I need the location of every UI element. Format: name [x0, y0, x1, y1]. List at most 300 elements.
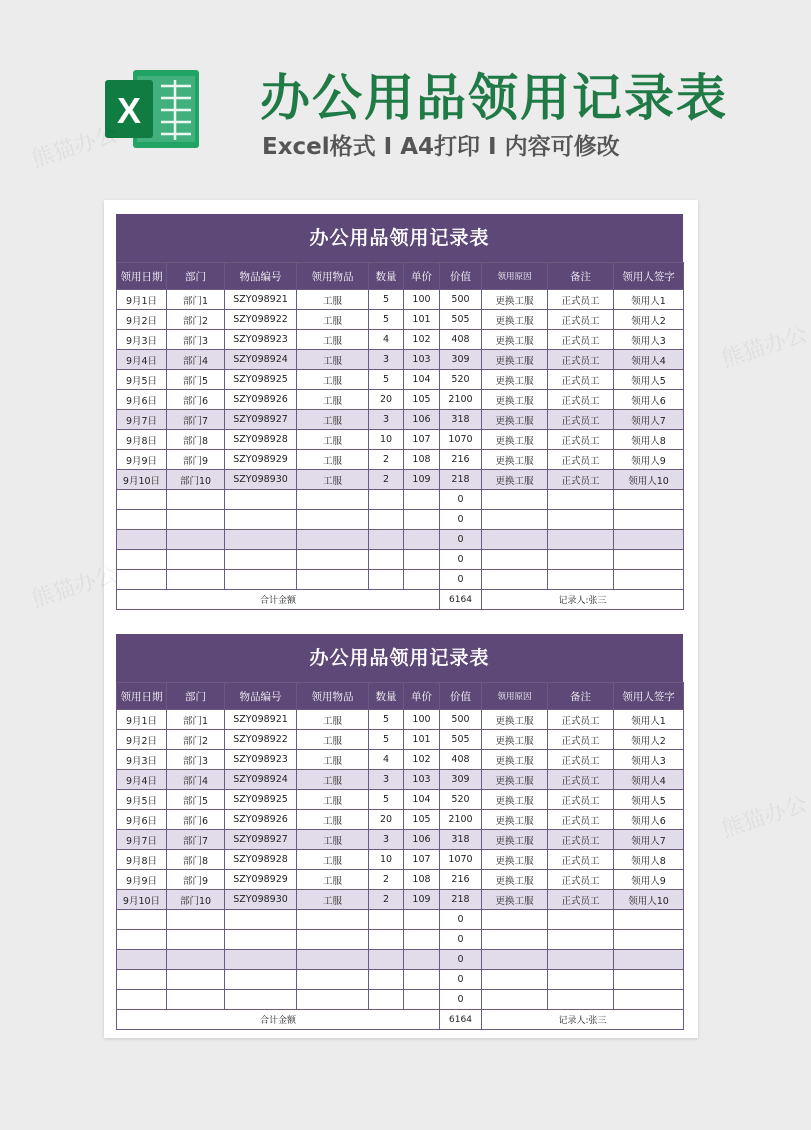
table-cell[interactable]: 520: [440, 790, 482, 810]
table-cell[interactable]: [167, 550, 225, 570]
table-cell[interactable]: [369, 930, 404, 950]
table-cell[interactable]: 工服: [297, 310, 369, 330]
table-cell[interactable]: [167, 930, 225, 950]
table-cell[interactable]: 正式员工: [548, 710, 614, 730]
table-cell[interactable]: 更换工服: [482, 770, 548, 790]
table-cell[interactable]: [117, 970, 167, 990]
table-cell[interactable]: [225, 550, 297, 570]
table-cell[interactable]: [369, 490, 404, 510]
table-cell[interactable]: 309: [440, 350, 482, 370]
table-cell[interactable]: [225, 950, 297, 970]
table-cell[interactable]: 正式员工: [548, 290, 614, 310]
table-cell[interactable]: 更换工服: [482, 470, 548, 490]
table-cell[interactable]: [297, 510, 369, 530]
table-cell[interactable]: 9月1日: [117, 710, 167, 730]
table-cell[interactable]: 部门7: [167, 830, 225, 850]
table-cell[interactable]: 部门5: [167, 790, 225, 810]
table-cell[interactable]: SZY098929: [225, 450, 297, 470]
table-cell[interactable]: [548, 930, 614, 950]
table-cell[interactable]: 正式员工: [548, 790, 614, 810]
table-cell[interactable]: 更换工服: [482, 450, 548, 470]
table-cell[interactable]: 100: [404, 710, 440, 730]
table-cell[interactable]: [167, 570, 225, 590]
table-cell[interactable]: 500: [440, 290, 482, 310]
table-cell[interactable]: 20: [369, 390, 404, 410]
table-cell[interactable]: 部门6: [167, 810, 225, 830]
table-cell[interactable]: SZY098928: [225, 430, 297, 450]
table-cell[interactable]: 9月5日: [117, 370, 167, 390]
table-cell[interactable]: 9月4日: [117, 350, 167, 370]
table-cell[interactable]: 领用人5: [614, 790, 684, 810]
table-cell[interactable]: [404, 510, 440, 530]
table-cell[interactable]: [225, 570, 297, 590]
table-cell[interactable]: 2: [369, 450, 404, 470]
table-cell[interactable]: 103: [404, 350, 440, 370]
table-cell[interactable]: [614, 930, 684, 950]
table-cell[interactable]: [369, 530, 404, 550]
total-value[interactable]: 6164: [440, 1010, 482, 1030]
table-cell[interactable]: 领用人3: [614, 750, 684, 770]
table-cell[interactable]: SZY098925: [225, 790, 297, 810]
table-cell[interactable]: [482, 950, 548, 970]
total-label[interactable]: 合计金额: [117, 590, 440, 610]
recorder-name[interactable]: 记录人:张三: [482, 1010, 684, 1030]
table-cell[interactable]: [548, 950, 614, 970]
table-cell[interactable]: [369, 510, 404, 530]
table-cell[interactable]: SZY098930: [225, 890, 297, 910]
table-cell[interactable]: 1070: [440, 850, 482, 870]
table-cell[interactable]: 2: [369, 470, 404, 490]
table-cell[interactable]: [404, 550, 440, 570]
table-cell[interactable]: 部门2: [167, 730, 225, 750]
table-cell[interactable]: [614, 570, 684, 590]
table-cell[interactable]: 正式员工: [548, 430, 614, 450]
table-cell[interactable]: 工服: [297, 730, 369, 750]
table-cell[interactable]: [404, 490, 440, 510]
total-value[interactable]: 6164: [440, 590, 482, 610]
table-cell[interactable]: [614, 510, 684, 530]
table-cell[interactable]: 领用人7: [614, 830, 684, 850]
table-cell[interactable]: 9月1日: [117, 290, 167, 310]
table-cell[interactable]: [404, 530, 440, 550]
table-cell[interactable]: 部门8: [167, 430, 225, 450]
table-cell[interactable]: [167, 950, 225, 970]
table-cell[interactable]: 领用人9: [614, 450, 684, 470]
table-cell[interactable]: 5: [369, 290, 404, 310]
table-cell[interactable]: 9月2日: [117, 730, 167, 750]
table-cell[interactable]: [369, 570, 404, 590]
table-cell[interactable]: 0: [440, 510, 482, 530]
table-cell[interactable]: [404, 970, 440, 990]
table-cell[interactable]: 0: [440, 930, 482, 950]
table-cell[interactable]: 领用人8: [614, 430, 684, 450]
table-cell[interactable]: 正式员工: [548, 350, 614, 370]
table-cell[interactable]: 更换工服: [482, 410, 548, 430]
table-cell[interactable]: SZY098922: [225, 730, 297, 750]
table-cell[interactable]: 工服: [297, 370, 369, 390]
table-cell[interactable]: 更换工服: [482, 730, 548, 750]
table-cell[interactable]: [167, 490, 225, 510]
table-cell[interactable]: [225, 510, 297, 530]
table-cell[interactable]: 部门4: [167, 350, 225, 370]
table-cell[interactable]: 领用人9: [614, 870, 684, 890]
table-cell[interactable]: 107: [404, 430, 440, 450]
table-cell[interactable]: [482, 510, 548, 530]
table-cell[interactable]: [297, 530, 369, 550]
table-cell[interactable]: [225, 990, 297, 1010]
table-cell[interactable]: 领用人5: [614, 370, 684, 390]
table-cell[interactable]: SZY098924: [225, 350, 297, 370]
table-cell[interactable]: 领用人6: [614, 390, 684, 410]
table-cell[interactable]: 工服: [297, 870, 369, 890]
table-cell[interactable]: SZY098927: [225, 830, 297, 850]
table-cell[interactable]: 部门4: [167, 770, 225, 790]
table-cell[interactable]: [614, 970, 684, 990]
table-cell[interactable]: [482, 930, 548, 950]
table-cell[interactable]: 正式员工: [548, 450, 614, 470]
table-cell[interactable]: 9月7日: [117, 410, 167, 430]
table-cell[interactable]: SZY098922: [225, 310, 297, 330]
table-cell[interactable]: 部门7: [167, 410, 225, 430]
table-cell[interactable]: 部门6: [167, 390, 225, 410]
table-cell[interactable]: 领用人8: [614, 850, 684, 870]
table-cell[interactable]: 工服: [297, 830, 369, 850]
table-cell[interactable]: 工服: [297, 290, 369, 310]
table-cell[interactable]: 部门10: [167, 470, 225, 490]
table-cell[interactable]: 9月4日: [117, 770, 167, 790]
table-cell[interactable]: [482, 570, 548, 590]
table-cell[interactable]: 更换工服: [482, 430, 548, 450]
table-cell[interactable]: 2100: [440, 810, 482, 830]
table-cell[interactable]: 正式员工: [548, 750, 614, 770]
table-cell[interactable]: 100: [404, 290, 440, 310]
table-cell[interactable]: 5: [369, 730, 404, 750]
table-cell[interactable]: 更换工服: [482, 830, 548, 850]
table-cell[interactable]: 108: [404, 450, 440, 470]
table-cell[interactable]: 领用人2: [614, 730, 684, 750]
table-cell[interactable]: 正式员工: [548, 770, 614, 790]
table-cell[interactable]: 9月6日: [117, 390, 167, 410]
table-cell[interactable]: SZY098921: [225, 710, 297, 730]
table-cell[interactable]: [482, 530, 548, 550]
table-cell[interactable]: 10: [369, 850, 404, 870]
table-cell[interactable]: 领用人4: [614, 770, 684, 790]
table-cell[interactable]: 9月10日: [117, 890, 167, 910]
table-cell[interactable]: 500: [440, 710, 482, 730]
table-cell[interactable]: 更换工服: [482, 810, 548, 830]
table-cell[interactable]: [548, 530, 614, 550]
table-cell[interactable]: 正式员工: [548, 390, 614, 410]
table-cell[interactable]: 工服: [297, 770, 369, 790]
table-cell[interactable]: SZY098929: [225, 870, 297, 890]
table-cell[interactable]: 5: [369, 310, 404, 330]
table-cell[interactable]: 2: [369, 890, 404, 910]
table-cell[interactable]: 领用人3: [614, 330, 684, 350]
table-cell[interactable]: [548, 490, 614, 510]
table-cell[interactable]: 工服: [297, 470, 369, 490]
table-cell[interactable]: [297, 570, 369, 590]
table-cell[interactable]: 领用人10: [614, 470, 684, 490]
table-cell[interactable]: [404, 910, 440, 930]
table-cell[interactable]: [548, 910, 614, 930]
table-cell[interactable]: [297, 490, 369, 510]
table-cell[interactable]: 更换工服: [482, 750, 548, 770]
table-cell[interactable]: 领用人1: [614, 290, 684, 310]
table-cell[interactable]: 3: [369, 770, 404, 790]
table-cell[interactable]: 9月8日: [117, 850, 167, 870]
table-cell[interactable]: SZY098926: [225, 810, 297, 830]
table-cell[interactable]: 工服: [297, 450, 369, 470]
table-cell[interactable]: 9月2日: [117, 310, 167, 330]
table-cell[interactable]: 2100: [440, 390, 482, 410]
table-cell[interactable]: 0: [440, 570, 482, 590]
table-cell[interactable]: 领用人2: [614, 310, 684, 330]
table-cell[interactable]: 部门2: [167, 310, 225, 330]
table-cell[interactable]: [117, 510, 167, 530]
table-cell[interactable]: SZY098924: [225, 770, 297, 790]
table-cell[interactable]: [369, 970, 404, 990]
table-cell[interactable]: 领用人7: [614, 410, 684, 430]
table-cell[interactable]: 9月9日: [117, 450, 167, 470]
table-cell[interactable]: [225, 970, 297, 990]
table-cell[interactable]: 4: [369, 750, 404, 770]
table-cell[interactable]: 10: [369, 430, 404, 450]
table-cell[interactable]: [369, 990, 404, 1010]
table-cell[interactable]: 正式员工: [548, 470, 614, 490]
table-cell[interactable]: [225, 530, 297, 550]
table-cell[interactable]: [117, 550, 167, 570]
table-cell[interactable]: [482, 990, 548, 1010]
table-cell[interactable]: 正式员工: [548, 890, 614, 910]
table-cell[interactable]: 109: [404, 890, 440, 910]
table-cell[interactable]: [404, 570, 440, 590]
table-cell[interactable]: 正式员工: [548, 310, 614, 330]
table-cell[interactable]: 520: [440, 370, 482, 390]
table-cell[interactable]: 102: [404, 750, 440, 770]
table-cell[interactable]: [225, 490, 297, 510]
table-cell[interactable]: 408: [440, 330, 482, 350]
table-cell[interactable]: [117, 910, 167, 930]
table-cell[interactable]: [369, 550, 404, 570]
table-cell[interactable]: 216: [440, 870, 482, 890]
table-cell[interactable]: 9月6日: [117, 810, 167, 830]
table-cell[interactable]: 更换工服: [482, 790, 548, 810]
table-cell[interactable]: [297, 950, 369, 970]
table-cell[interactable]: 104: [404, 370, 440, 390]
table-cell[interactable]: 正式员工: [548, 370, 614, 390]
table-cell[interactable]: 工服: [297, 890, 369, 910]
table-cell[interactable]: [297, 550, 369, 570]
table-cell[interactable]: 5: [369, 790, 404, 810]
table-cell[interactable]: [167, 510, 225, 530]
table-cell[interactable]: SZY098921: [225, 290, 297, 310]
table-cell[interactable]: 108: [404, 870, 440, 890]
recorder-name[interactable]: 记录人:张三: [482, 590, 684, 610]
table-cell[interactable]: SZY098927: [225, 410, 297, 430]
table-cell[interactable]: 408: [440, 750, 482, 770]
table-cell[interactable]: 正式员工: [548, 870, 614, 890]
table-cell[interactable]: 218: [440, 890, 482, 910]
table-cell[interactable]: [404, 990, 440, 1010]
table-cell[interactable]: 318: [440, 410, 482, 430]
table-cell[interactable]: 更换工服: [482, 890, 548, 910]
table-cell[interactable]: SZY098923: [225, 750, 297, 770]
table-cell[interactable]: 104: [404, 790, 440, 810]
table-cell[interactable]: 318: [440, 830, 482, 850]
table-cell[interactable]: [548, 570, 614, 590]
table-cell[interactable]: [167, 970, 225, 990]
table-cell[interactable]: 更换工服: [482, 290, 548, 310]
table-cell[interactable]: [117, 490, 167, 510]
table-cell[interactable]: 工服: [297, 330, 369, 350]
table-cell[interactable]: [117, 990, 167, 1010]
table-cell[interactable]: 0: [440, 490, 482, 510]
table-cell[interactable]: 1070: [440, 430, 482, 450]
table-cell[interactable]: SZY098923: [225, 330, 297, 350]
table-cell[interactable]: 3: [369, 830, 404, 850]
table-cell[interactable]: 部门9: [167, 870, 225, 890]
table-cell[interactable]: 工服: [297, 350, 369, 370]
table-cell[interactable]: SZY098926: [225, 390, 297, 410]
table-cell[interactable]: 105: [404, 810, 440, 830]
table-cell[interactable]: 109: [404, 470, 440, 490]
table-cell[interactable]: [117, 930, 167, 950]
table-cell[interactable]: 工服: [297, 790, 369, 810]
table-cell[interactable]: 正式员工: [548, 730, 614, 750]
table-cell[interactable]: 2: [369, 870, 404, 890]
table-cell[interactable]: [614, 950, 684, 970]
table-cell[interactable]: [614, 490, 684, 510]
table-cell[interactable]: 505: [440, 310, 482, 330]
table-cell[interactable]: [614, 530, 684, 550]
table-cell[interactable]: [548, 550, 614, 570]
table-cell[interactable]: 部门8: [167, 850, 225, 870]
table-cell[interactable]: 工服: [297, 850, 369, 870]
table-cell[interactable]: [548, 970, 614, 990]
table-cell[interactable]: [225, 910, 297, 930]
table-cell[interactable]: 工服: [297, 410, 369, 430]
table-cell[interactable]: [225, 930, 297, 950]
table-cell[interactable]: 正式员工: [548, 830, 614, 850]
table-cell[interactable]: 部门1: [167, 290, 225, 310]
table-cell[interactable]: 103: [404, 770, 440, 790]
table-cell[interactable]: 0: [440, 990, 482, 1010]
table-cell[interactable]: 部门3: [167, 750, 225, 770]
total-label[interactable]: 合计金额: [117, 1010, 440, 1030]
table-cell[interactable]: 3: [369, 410, 404, 430]
table-cell[interactable]: [548, 510, 614, 530]
table-cell[interactable]: 部门1: [167, 710, 225, 730]
table-cell[interactable]: [369, 910, 404, 930]
table-cell[interactable]: 更换工服: [482, 390, 548, 410]
table-cell[interactable]: [297, 990, 369, 1010]
table-cell[interactable]: 部门9: [167, 450, 225, 470]
table-cell[interactable]: 更换工服: [482, 310, 548, 330]
table-cell[interactable]: 更换工服: [482, 870, 548, 890]
table-cell[interactable]: [482, 550, 548, 570]
table-cell[interactable]: [369, 950, 404, 970]
table-cell[interactable]: 更换工服: [482, 370, 548, 390]
table-cell[interactable]: 218: [440, 470, 482, 490]
table-cell[interactable]: 505: [440, 730, 482, 750]
table-cell[interactable]: 更换工服: [482, 850, 548, 870]
table-cell[interactable]: [614, 990, 684, 1010]
table-cell[interactable]: 106: [404, 830, 440, 850]
table-cell[interactable]: 101: [404, 730, 440, 750]
table-cell[interactable]: 9月9日: [117, 870, 167, 890]
table-cell[interactable]: [404, 930, 440, 950]
table-cell[interactable]: 更换工服: [482, 350, 548, 370]
table-cell[interactable]: SZY098925: [225, 370, 297, 390]
table-cell[interactable]: 20: [369, 810, 404, 830]
table-cell[interactable]: 工服: [297, 430, 369, 450]
table-cell[interactable]: [117, 530, 167, 550]
table-cell[interactable]: 正式员工: [548, 330, 614, 350]
table-cell[interactable]: [614, 550, 684, 570]
table-cell[interactable]: 216: [440, 450, 482, 470]
table-cell[interactable]: 106: [404, 410, 440, 430]
table-cell[interactable]: 0: [440, 950, 482, 970]
table-cell[interactable]: SZY098930: [225, 470, 297, 490]
table-cell[interactable]: [404, 950, 440, 970]
table-cell[interactable]: 领用人6: [614, 810, 684, 830]
table-cell[interactable]: 部门10: [167, 890, 225, 910]
table-cell[interactable]: 102: [404, 330, 440, 350]
table-cell[interactable]: 5: [369, 370, 404, 390]
table-cell[interactable]: 101: [404, 310, 440, 330]
table-cell[interactable]: [117, 950, 167, 970]
table-cell[interactable]: 工服: [297, 710, 369, 730]
table-cell[interactable]: [297, 970, 369, 990]
table-cell[interactable]: 正式员工: [548, 810, 614, 830]
table-cell[interactable]: 9月5日: [117, 790, 167, 810]
table-cell[interactable]: 5: [369, 710, 404, 730]
table-cell[interactable]: 9月10日: [117, 470, 167, 490]
table-cell[interactable]: 0: [440, 550, 482, 570]
table-cell[interactable]: 领用人1: [614, 710, 684, 730]
table-cell[interactable]: 309: [440, 770, 482, 790]
table-cell[interactable]: [297, 930, 369, 950]
table-cell[interactable]: SZY098928: [225, 850, 297, 870]
table-cell[interactable]: [167, 530, 225, 550]
table-cell[interactable]: 9月7日: [117, 830, 167, 850]
table-cell[interactable]: 9月3日: [117, 330, 167, 350]
table-cell[interactable]: 工服: [297, 810, 369, 830]
table-cell[interactable]: 部门5: [167, 370, 225, 390]
table-cell[interactable]: 正式员工: [548, 850, 614, 870]
table-cell[interactable]: [167, 910, 225, 930]
table-cell[interactable]: 领用人10: [614, 890, 684, 910]
table-cell[interactable]: 正式员工: [548, 410, 614, 430]
table-cell[interactable]: 107: [404, 850, 440, 870]
table-cell[interactable]: 0: [440, 530, 482, 550]
table-cell[interactable]: 0: [440, 970, 482, 990]
table-cell[interactable]: [117, 570, 167, 590]
table-cell[interactable]: [482, 490, 548, 510]
table-cell[interactable]: 领用人4: [614, 350, 684, 370]
table-cell[interactable]: [167, 990, 225, 1010]
table-cell[interactable]: 9月3日: [117, 750, 167, 770]
table-cell[interactable]: [614, 910, 684, 930]
table-cell[interactable]: 9月8日: [117, 430, 167, 450]
table-cell[interactable]: 更换工服: [482, 710, 548, 730]
table-cell[interactable]: 105: [404, 390, 440, 410]
table-cell[interactable]: [548, 990, 614, 1010]
table-cell[interactable]: 0: [440, 910, 482, 930]
table-cell[interactable]: 3: [369, 350, 404, 370]
table-cell[interactable]: 4: [369, 330, 404, 350]
table-cell[interactable]: 工服: [297, 390, 369, 410]
